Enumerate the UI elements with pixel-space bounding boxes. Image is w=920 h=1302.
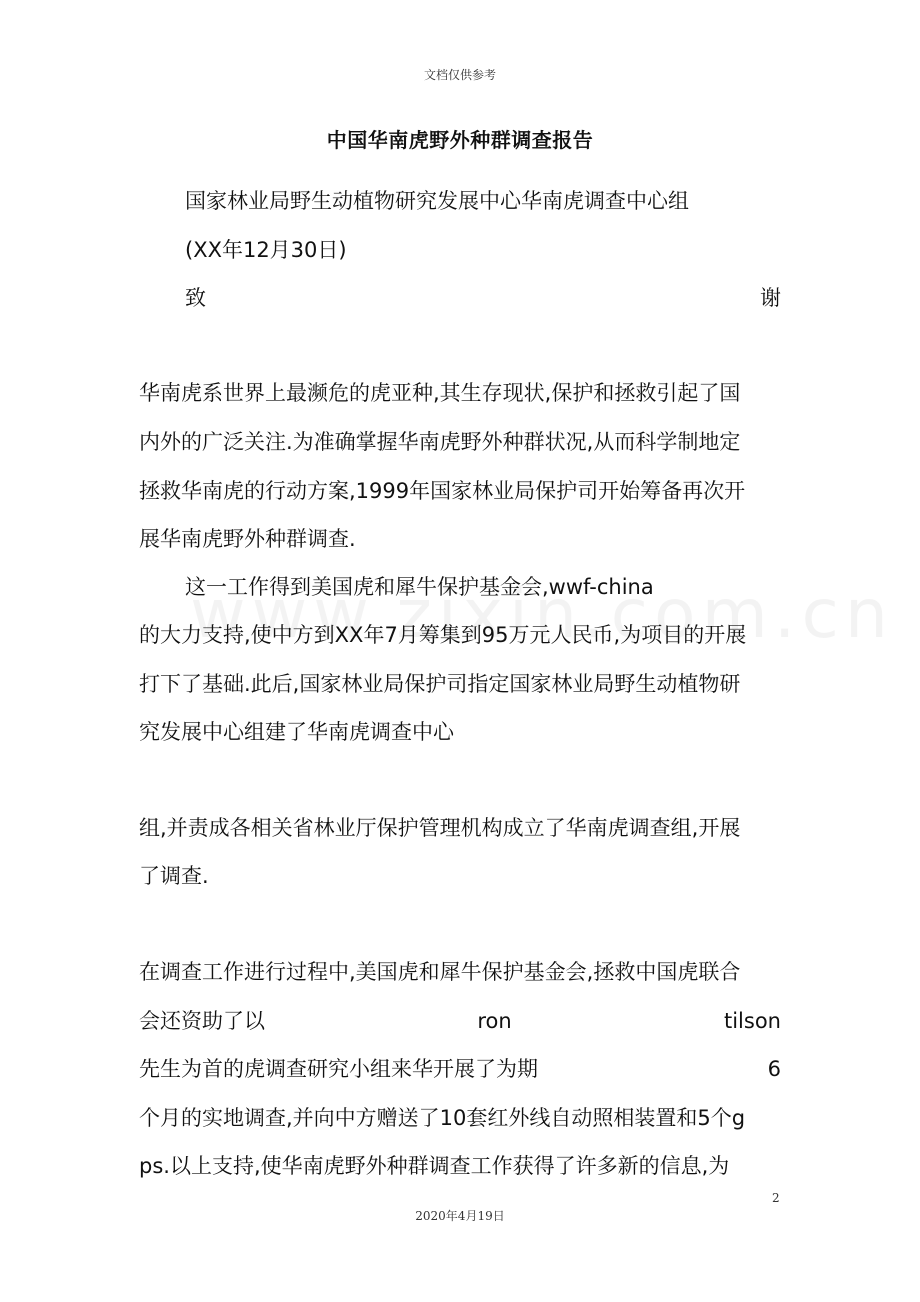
ack-left: 致: [185, 286, 206, 310]
page-footer: 2020年4月19日: [415, 1209, 505, 1223]
paragraph-line: 展华南虎野外种群调查.: [139, 527, 356, 551]
page-header: 文档仅供参考: [423, 68, 496, 82]
document-title: 中国华南虎野外种群调查报告: [326, 128, 594, 152]
page-number: 2: [772, 1191, 780, 1205]
paragraph-line: 在调查工作进行过程中,美国虎和犀牛保护基金会,拯救中国虎联合: [139, 960, 741, 984]
paragraph-line: 个月的实地调查,并向中方赠送了10套红外线自动照相装置和5个g: [139, 1106, 746, 1130]
paragraph-line-justified: [139, 1006, 781, 1036]
author-line: 国家林业局野生动植物研究发展中心华南虎调查中心组: [185, 189, 689, 213]
paragraph-line: 究发展中心组建了华南虎调查中心: [139, 720, 454, 744]
paragraph-line: 组,并责成各相关省林业厅保护管理机构成立了华南虎调查组,开展: [139, 816, 741, 840]
text-segment: tilson: [723, 1009, 781, 1033]
acknowledgement-heading: [185, 283, 781, 313]
paragraph-line: 的大力支持,使中方到XX年7月筹集到95万元人民币,为项目的开展: [139, 623, 747, 647]
text-segment: ron: [477, 1009, 512, 1033]
paragraph-line: 拯救华南虎的行动方案,1999年国家林业局保护司开始筹备再次开: [139, 479, 746, 503]
text-segment: 6: [767, 1057, 781, 1081]
paragraph-line: 这一工作得到美国虎和犀牛保护基金会,wwf-china: [185, 575, 654, 599]
paragraph-line: 华南虎系世界上最濒危的虎亚种,其生存现状,保护和拯救引起了国: [139, 381, 741, 405]
ack-right: 谢: [760, 286, 781, 310]
text-segment: 会还资助了以: [139, 1009, 265, 1033]
paragraph-line: 打下了基础.此后,国家林业局保护司指定国家林业局野生动植物研: [139, 672, 741, 696]
paragraph-line: 内外的广泛关注.为准确掌握华南虎野外种群状况,从而科学制地定: [139, 430, 741, 454]
text-segment: 先生为首的虎调查研究小组来华开展了为期: [139, 1057, 538, 1081]
date-line: (XX年12月30日): [185, 238, 347, 262]
paragraph-line: ps.以上支持,使华南虎野外种群调查工作获得了许多新的信息,为: [139, 1154, 730, 1178]
paragraph-line: 了调查.: [139, 864, 209, 888]
paragraph-line-justified: [139, 1054, 781, 1084]
